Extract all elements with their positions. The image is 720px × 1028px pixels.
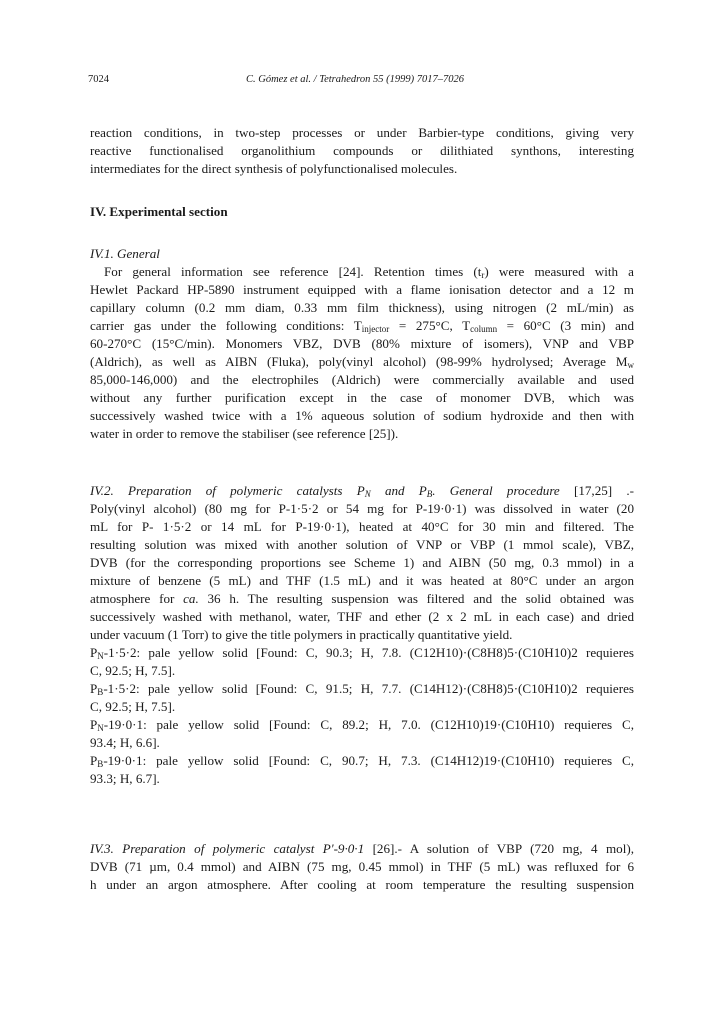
product-line-cont: C, 92.5; H, 7.5]. bbox=[90, 699, 176, 714]
text-line: Poly(vinyl alcohol) (80 mg for P-1·5·2 or 54 mg for P-19·0·1) was dissolved in water (20 bbox=[90, 501, 634, 516]
text-line: mL for P- 1·5·2 or 14 mL for P-19·0·1), heated at 40°C for 30 min and filtered. The bbox=[90, 519, 634, 534]
text-line: successively washed twice with a 1% aqueous solution of sodium hydroxide and then with bbox=[90, 408, 634, 423]
text-line: DVB (71 µm, 0.4 mmol) and AIBN (75 mg, 0.45 mmol) in THF (5 mL) was refluxed for 6 bbox=[90, 859, 634, 874]
product-line: $P_N-19\cdot 0\cdot 1$: pale yellow solid [Found: C, 89.2; H, 7.0. (C12H10)19·(C10H10) requieres C, bbox=[90, 717, 634, 733]
text-line: (Aldrich), as well as AIBN (Fluka), poly(vinyl alcohol) (98-99% hydrolysed; Average $M_w$ bbox=[90, 354, 634, 370]
text-line: capillary column (0.2 mm diam, 0.33 mm film thickness), using nitrogen (2 mL/min) as bbox=[90, 300, 634, 315]
page-number: 7024 bbox=[88, 74, 109, 85]
product-line: $P_B-1\cdot 5\cdot 2$: pale yellow solid [Found: C, 91.5; H, 7.7. (C14H12)·(C8H8)5·(C10H10)2 requieres bbox=[90, 681, 634, 697]
text-line: Hewlet Packard HP-5890 instrument equipped with a flame ionisation detector and a 12 m bbox=[90, 282, 634, 297]
text-line: carrier gas under the following conditions: $T_{injector} = 275^\circ C$, $T_{column} = 60^\circ C$ (3 min) and bbox=[90, 318, 634, 334]
intro-paragraph bbox=[90, 124, 634, 178]
section-heading: IV. Experimental section bbox=[90, 204, 228, 219]
text-line: reactive functionalised organolithium compounds or dilithiated synthons, interesting bbox=[90, 143, 634, 158]
text-line: resulting solution was mixed with another solution of VNP or VBP (1 mmol scale), VBZ, bbox=[90, 537, 634, 552]
subsection-heading: IV.3. Preparation of polymeric catalyst P'-9·0·1 [26].- A solution of VBP (720 mg, 4 mol), bbox=[90, 841, 634, 856]
product-line: $P_B-19\cdot 0\cdot 1$: pale yellow solid [Found: C, 90.7; H, 7.3. (C14H12)19·(C10H10) requieres C, bbox=[90, 753, 634, 769]
product-line-cont: C, 92.5; H, 7.5]. bbox=[90, 663, 176, 678]
text-line: atmosphere for ca. 36 h. The resulting suspension was filtered and the solid obtained was bbox=[90, 591, 634, 606]
text-line: water in order to remove the stabiliser (see reference [25]). bbox=[90, 426, 399, 441]
product-line-cont: 93.3; H, 6.7]. bbox=[90, 771, 160, 786]
text-line: DVB (for the corresponding proportions see Scheme 1) and AIBN (50 mg, 0.3 mmol) in a bbox=[90, 555, 634, 570]
text-line: 85,000-146,000) and the electrophiles (Aldrich) were commercially available and used bbox=[90, 372, 634, 387]
text-line: successively washed with methanol, water, THF and ether (2 x 2 mL in each case) and dried bbox=[90, 609, 634, 624]
text-line: under vacuum (1 Torr) to give the title polymers in practically quantitative yield. bbox=[90, 627, 513, 642]
text-line: 60-270°C (15°C/min). Monomers VBZ, DVB (80% mixture of isomers), VNP and VBP bbox=[90, 336, 634, 351]
subsection-heading: IV.2. Preparation of polymeric catalysts $P_N$ and $P_B$. General procedure [17,25] .- bbox=[90, 483, 634, 499]
product-line: $P_N-1\cdot 5\cdot 2$: pale yellow solid [Found: C, 90.3; H, 7.8. (C12H10)·(C8H8)5·(C10H10)2 requieres bbox=[90, 645, 634, 661]
text-line: intermediates for the direct synthesis of polyfunctionalised molecules. bbox=[90, 161, 458, 176]
text-line: without any further purification except in the case of monomer DVB, which was bbox=[90, 390, 634, 405]
running-title: C. Gómez et al. / Tetrahedron 55 (1999) 7017–7026 bbox=[246, 74, 464, 85]
text-line: mixture of benzene (5 mL) and THF (1.5 mL) and it was heated at 80°C under an argon bbox=[90, 573, 634, 588]
text-line: For general information see reference [24]. Retention times $(t_r)$ were measured with a bbox=[104, 264, 634, 280]
product-line-cont: 93.4; H, 6.6]. bbox=[90, 735, 160, 750]
subsection-heading: IV.1. General bbox=[90, 246, 160, 261]
general-section bbox=[90, 245, 634, 443]
preparation-section bbox=[90, 482, 634, 788]
text-line: reaction conditions, in two-step processes or under Barbier-type conditions, giving very bbox=[90, 125, 634, 140]
text-line: h under an argon atmosphere. After cooling at room temperature the resulting suspension bbox=[90, 877, 634, 892]
preparation-section-2 bbox=[90, 840, 634, 894]
